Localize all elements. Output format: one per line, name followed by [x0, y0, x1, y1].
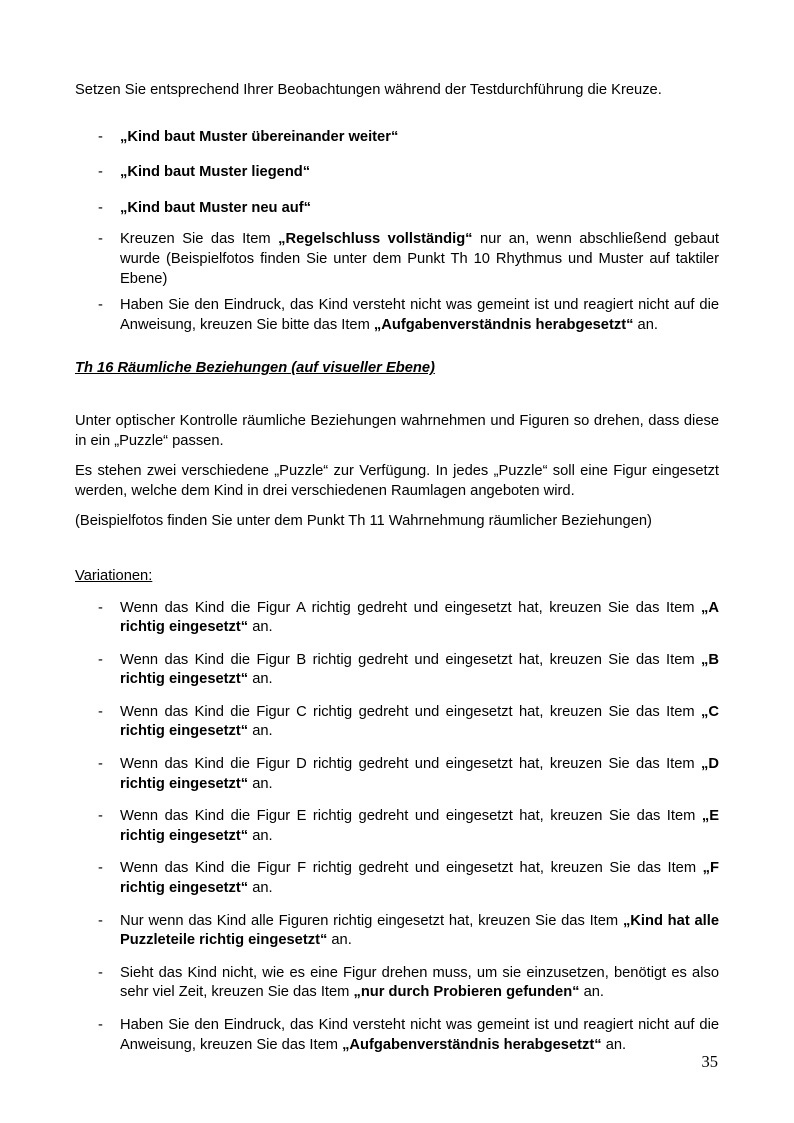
text-run: an. [248, 671, 273, 688]
bullet-dash: - [98, 860, 103, 877]
variations-list [75, 599, 719, 1056]
list-item [98, 163, 719, 183]
text-run: an. [327, 932, 352, 949]
list-item [98, 755, 719, 794]
bullet-dash: - [98, 297, 103, 314]
variations-label: Variationen: [75, 567, 153, 584]
text-run: an. [248, 619, 273, 636]
list-item-text [120, 859, 719, 898]
list-item [98, 296, 719, 335]
bold-run: „A richtig eingesetzt“ [120, 599, 719, 636]
section-heading: Th 16 Räumliche Beziehungen (auf visueller Ebene) [75, 360, 435, 377]
list-item [98, 230, 719, 289]
list-item-text [120, 199, 719, 219]
list-item [98, 128, 719, 148]
list-item-text [120, 163, 719, 183]
bold-run: „Kind baut Muster neu auf“ [120, 199, 311, 216]
text-run: Haben Sie den Eindruck, das Kind versteht nicht was gemeint ist und reagiert nicht auf die Anweisung, kreuzen Sie bitte das Item [120, 297, 719, 333]
body-paragraph: Unter optischer Kontrolle räumliche Beziehungen wahrnehmen und Figuren so drehen, dass diese in ein „Puzzle“ passen. [75, 412, 719, 449]
list-item-text [120, 128, 719, 148]
list-item-text [120, 807, 719, 846]
bold-run: „C richtig eingesetzt“ [120, 703, 719, 740]
bullet-dash: - [98, 964, 103, 981]
bold-run: „Regelschluss vollständig“ [278, 231, 473, 248]
text-run: an. [633, 316, 658, 333]
observation-list [75, 128, 719, 336]
bullet-dash: - [98, 808, 103, 825]
list-item-text [120, 755, 719, 794]
list-item-text [120, 296, 719, 335]
text-run: Wenn das Kind die Figur A richtig gedreht und eingesetzt hat, kreuzen Sie das Item [120, 599, 702, 616]
page-number: 35 [701, 1052, 718, 1071]
body-paragraph: (Beispielfotos finden Sie unter dem Punkt Th 11 Wahrnehmung räumlicher Beziehungen) [75, 513, 652, 530]
bullet-dash: - [98, 651, 103, 668]
bold-run: „Kind baut Muster übereinander weiter“ [120, 128, 399, 145]
text-run: an. [248, 723, 273, 740]
bullet-dash: - [98, 164, 103, 181]
bullet-dash: - [98, 231, 103, 248]
list-item [98, 651, 719, 690]
bold-run: „B richtig eingesetzt“ [120, 651, 719, 688]
bullet-dash: - [98, 756, 103, 773]
text-run: Kreuzen Sie das Item [120, 231, 279, 248]
list-item-text [120, 703, 719, 742]
bold-run: „F richtig eingesetzt“ [120, 860, 719, 897]
text-run: Wenn das Kind die Figur C richtig gedreht und eingesetzt hat, kreuzen Sie das Item [120, 703, 702, 720]
text-run: an. [248, 827, 273, 844]
bullet-dash: - [98, 599, 103, 616]
list-item [98, 912, 719, 951]
list-item [98, 1016, 719, 1055]
text-run: an. [579, 984, 605, 1001]
bullet-dash: - [98, 128, 103, 145]
list-item-text [120, 651, 719, 690]
bold-run: „Kind baut Muster liegend“ [120, 164, 311, 181]
list-item-text [120, 599, 719, 638]
list-item [98, 807, 719, 846]
text-run: Nur wenn das Kind alle Figuren richtig eingesetzt hat, kreuzen Sie das Item [120, 912, 623, 929]
text-run: an. [601, 1036, 627, 1053]
bullet-dash: - [98, 703, 103, 720]
text-run: an. [248, 775, 273, 792]
list-item [98, 599, 719, 638]
intro-paragraph: Setzen Sie entsprechend Ihrer Beobachtungen während der Testdurchführung die Kreuze. [75, 82, 662, 98]
list-item [98, 199, 719, 219]
bold-run: „Aufgabenverständnis herabgesetzt“ [342, 1036, 602, 1053]
text-run: Wenn das Kind die Figur B richtig gedreht und eingesetzt hat, kreuzen Sie das Item [120, 651, 702, 668]
text-run: Wenn das Kind die Figur F richtig gedreht und eingesetzt hat, kreuzen Sie das Item [120, 860, 703, 877]
bold-run: „Aufgabenverständnis herabgesetzt“ [373, 316, 634, 333]
bold-run: „E richtig eingesetzt“ [120, 808, 719, 844]
bullet-dash: - [98, 912, 103, 929]
text-run: Wenn das Kind die Figur E richtig gedreht und eingesetzt hat, kreuzen Sie das Item [120, 808, 702, 825]
bold-run: „Kind hat alle Puzzleteile richtig eingesetzt“ [120, 912, 719, 949]
text-run: Wenn das Kind die Figur D richtig gedreht und eingesetzt hat, kreuzen Sie das Item [120, 756, 702, 773]
bullet-dash: - [98, 1017, 103, 1033]
bullet-dash: - [98, 199, 103, 216]
text-run: Haben Sie den Eindruck, das Kind versteht nicht was gemeint ist und reagiert nicht auf die Anweisung, kreuzen Sie das Item [120, 1017, 719, 1053]
body-paragraph: Es stehen zwei verschiedene „Puzzle“ zur Verfügung. In jedes „Puzzle“ soll eine Figur eingesetzt werden, welche dem Kind in drei verschiedenen Raumlagen angeboten wird. [75, 463, 719, 499]
bold-run: „D richtig eingesetzt“ [120, 756, 719, 792]
list-item-text [120, 912, 719, 951]
text-run: an. [248, 880, 273, 897]
list-item-text [120, 230, 719, 289]
text-run: Sieht das Kind nicht, wie es eine Figur drehen muss, um sie einzusetzen, benötigt es also sehr viel Zeit, kreuzen Sie das Item [120, 964, 719, 1001]
text-run: nur an, wenn abschließend gebaut wurde (Beispielfotos finden Sie unter dem Punkt Th 10 Rhythmus und Muster auf taktiler Ebene) [120, 231, 719, 287]
list-item [98, 964, 719, 1003]
list-item-text [120, 964, 719, 1003]
bold-run: „nur durch Probieren gefunden“ [353, 984, 580, 1001]
list-item [98, 859, 719, 898]
list-item-text [120, 1016, 719, 1055]
list-item [98, 703, 719, 742]
